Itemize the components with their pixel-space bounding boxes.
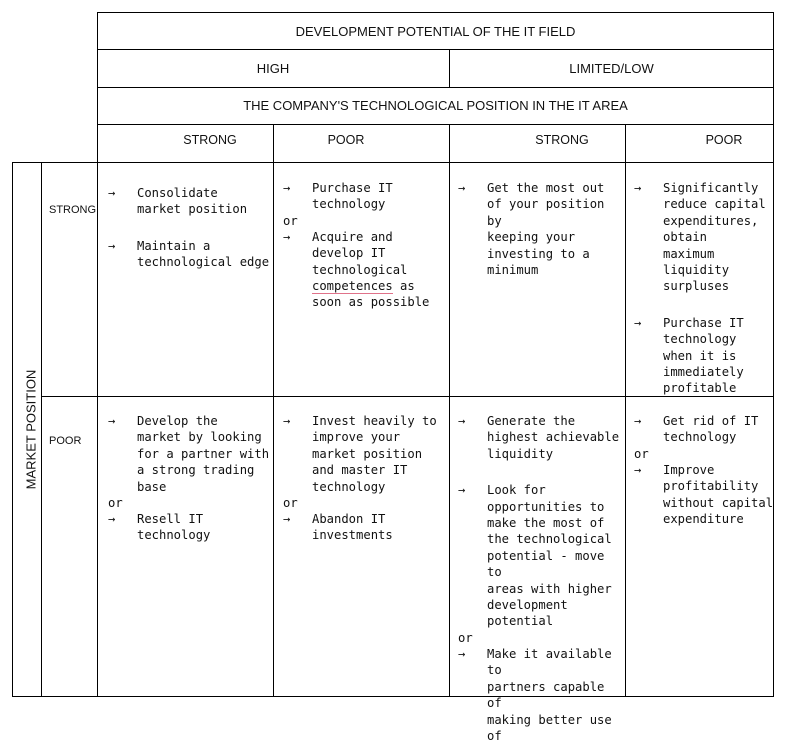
cell-strong-low-strong (458, 180, 624, 278)
list-item: → Abandon IT investments (283, 512, 393, 543)
list-item: → Purchase IT technology when it is immediately profitable (634, 315, 744, 396)
cell-poor-high-poor (283, 413, 451, 544)
header-high: HIGH (256, 61, 290, 76)
list-item: → Make it available to partners capable of making better use of (458, 646, 612, 743)
list-item: → Get the most out of your position by keeping your investing to a minimum (458, 181, 605, 278)
tech-position-header: THE COMPANY'S TECHNOLOGICAL POSITION IN THE IT AREA (243, 98, 628, 113)
cell-strong-high-poor (283, 180, 451, 311)
list-item: → Improve profitability without capital expenditure (634, 462, 774, 527)
cell-poor-low-poor (634, 413, 774, 527)
row-label-poor: POOR (49, 435, 82, 447)
or-connector: or (108, 496, 123, 511)
list-item: → Invest heavily to improve your market position and master IT technology (283, 414, 437, 494)
list-item: → Develop the market by looking for a partner with a strong trading base (108, 414, 270, 494)
list-item: → Generate the highest achievable liquidity (458, 414, 620, 461)
header-limited-low: LIMITED/LOW (569, 61, 654, 76)
or-connector: or (458, 630, 473, 645)
list-item: → Get rid of IT technology (634, 414, 759, 445)
cell-strong-high-strong (108, 185, 272, 271)
list-item: → Maintain a technological edge (108, 238, 270, 270)
cell-poor-high-strong (108, 413, 272, 544)
spellcheck-underlined-word: competences (312, 279, 393, 294)
or-connector: or (283, 213, 298, 228)
col-header-strong-high: STRONG (183, 133, 237, 147)
col-header-strong-low: STRONG (535, 133, 589, 147)
or-connector: or (634, 446, 649, 461)
list-item: → Look for opportunities to make the most of the technological potential - move to areas with higher development potential (458, 483, 612, 629)
row-label-strong: STRONG (49, 204, 97, 216)
or-connector: or (283, 496, 298, 511)
list-item: → Acquire and develop IT technological competences as soon as possible (283, 229, 430, 310)
list-item: → Resell IT technology (108, 512, 211, 543)
cell-strong-low-poor (634, 180, 774, 397)
list-item: → Significantly reduce capital expenditures, obtain maximum liquidity surpluses (634, 181, 766, 294)
market-position-label: MARKET POSITION (23, 369, 39, 490)
matrix-title: DEVELOPMENT POTENTIAL OF THE IT FIELD (295, 24, 576, 39)
list-item: → Consolidate market position (108, 186, 248, 217)
col-header-poor-high: POOR (327, 133, 365, 147)
cell-poor-low-strong (458, 413, 624, 744)
list-item: → Purchase IT technology (283, 181, 393, 212)
col-header-poor-low: POOR (705, 133, 743, 147)
